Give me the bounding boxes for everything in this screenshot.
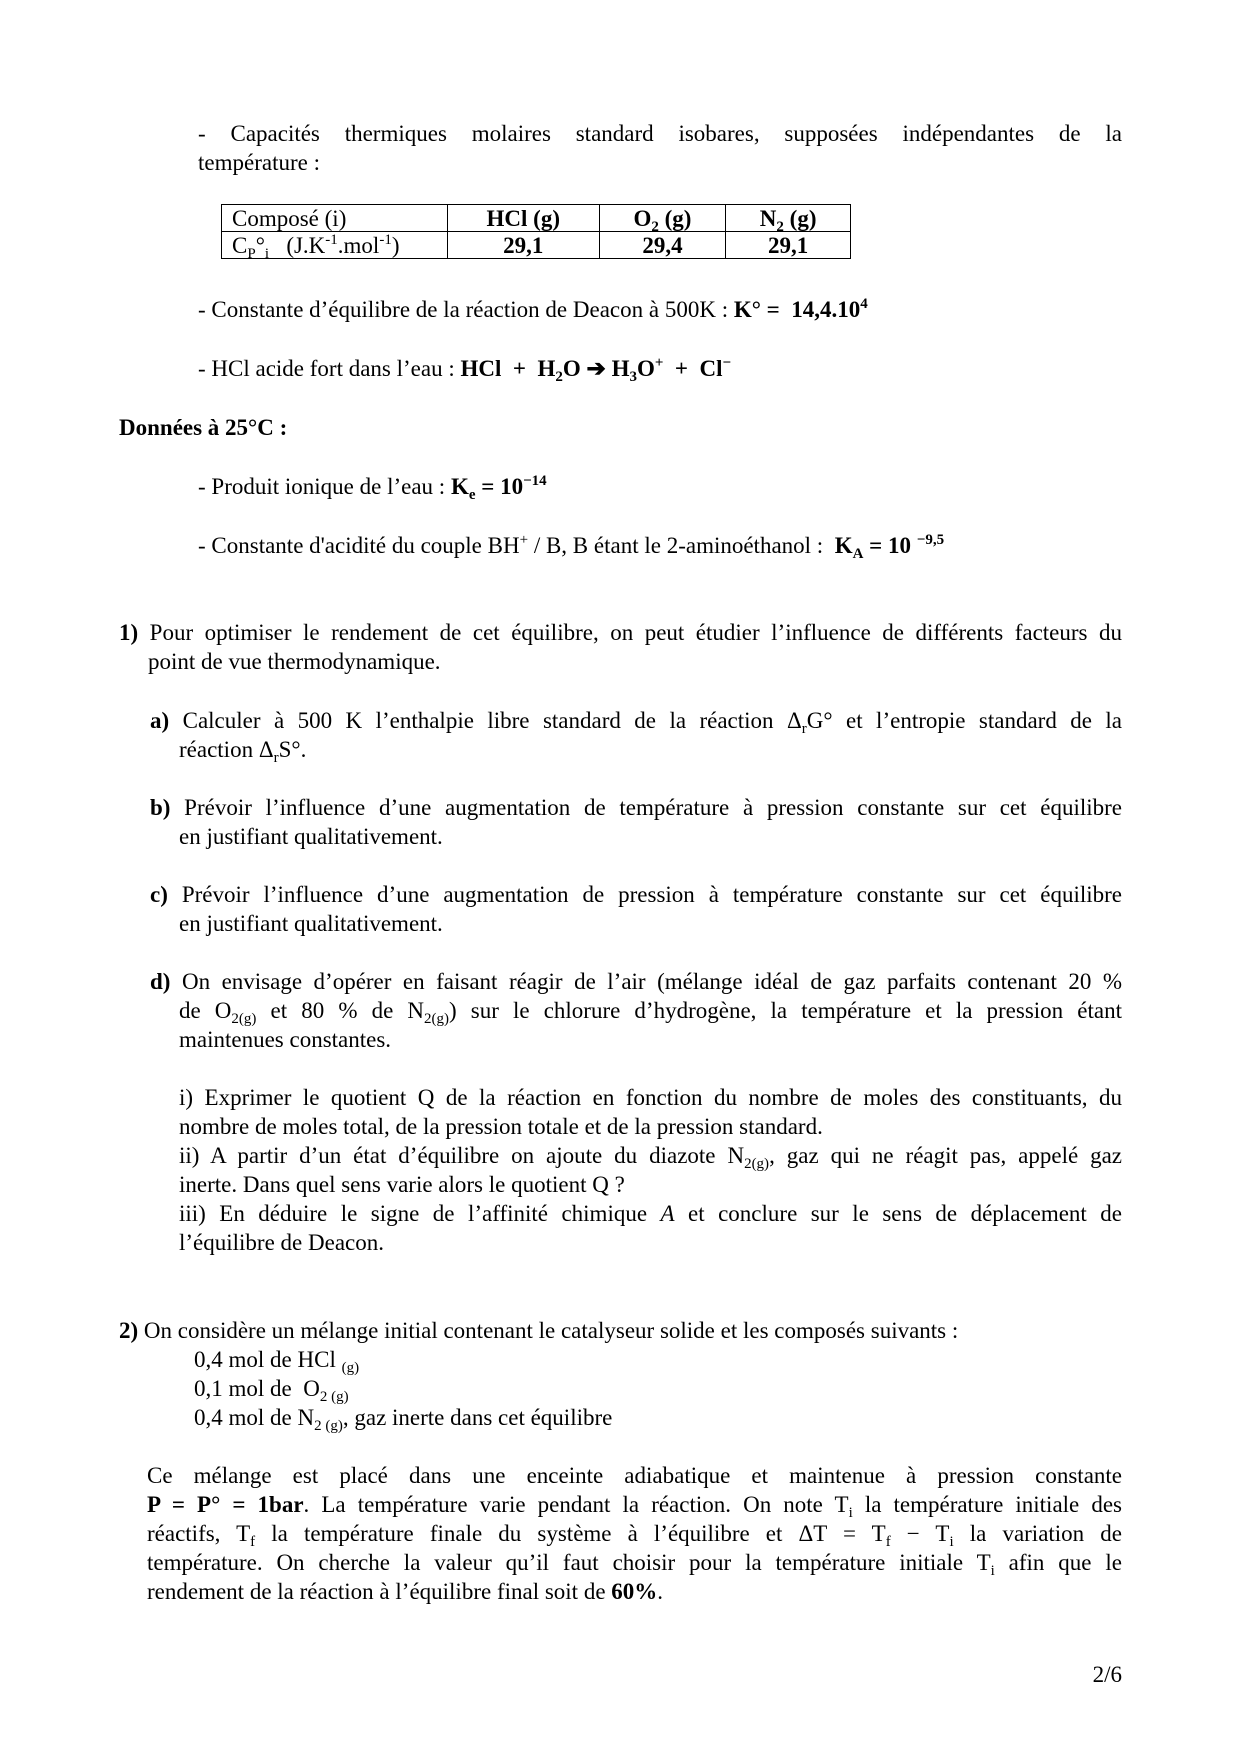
page-number: 2/6	[1092, 1662, 1122, 1687]
table-header-o2: $O_2$ (g)	[599, 205, 726, 232]
question-2: 2) On considère un mélange initial contenant le catalyseur solide et les composés suivants :	[119, 1318, 959, 1343]
list-item: 0,4 mol de HCl $_{(g)}$	[194, 1347, 360, 1376]
cp-intro-line1: - Capacités thermiques molaires standard isobares, supposées indépendantes de la	[198, 121, 1122, 146]
ke-line: - Produit ionique de l’eau : $K_e = 10^{-14}$	[198, 473, 547, 503]
question-1b: b) Prévoir l’influence d’une augmentation de température à pression constante sur cet équilibre en justifiant qualitativement.	[150, 795, 1122, 849]
hcl-strong-acid: - HCl acide fort dans l’eau : HCl + $H_2O$ ➔ $H_3O^+ + Cl^-$	[198, 355, 732, 385]
subquestion-ii: ii) A partir d’un état d’équilibre on ajoute du diazote $N_{2(g)}$, gaz qui ne réagit pas, appelé gaz	[179, 1143, 1123, 1172]
heat-capacity-table	[221, 204, 851, 262]
table-value-row	[222, 232, 851, 259]
question-1c: c) Prévoir l’influence d’une augmentation de pression à température constante sur cet équilibre en justifiant qualitativement.	[150, 882, 1122, 936]
table-cell-hcl: 29,1	[448, 232, 600, 259]
list-item: 0,1 mol de $O_{2 (g)}$	[194, 1376, 349, 1405]
initial-mixture-list	[194, 1345, 612, 1432]
cp-intro-line2: température :	[198, 150, 320, 175]
subquestion-i: i) Exprimer le quotient Q de la réaction en fonction du nombre de moles des constituants, du	[179, 1085, 1122, 1110]
question-2-number: 2)	[119, 1318, 139, 1343]
question-1d: d) On envisage d’opérer en faisant réagir de l’air (mélange idéal de gaz parfaits contenant 20 % de $O_{2(g)}$ et 80 % de $N_{2(g)}$) sur le chlorure d’hydrogène, la température et la pression étant maintenues constantes.	[150, 969, 1122, 1052]
cp-intro	[198, 119, 1122, 177]
table-header-hcl: HCl (g)	[448, 205, 600, 232]
question-1: 1) Pour optimiser le rendement de cet équilibre, on peut étudier l’influence de différents facteurs du point de vue thermodynamique.	[119, 620, 1122, 674]
table-header-n2: $N_2$ (g)	[726, 205, 851, 232]
table-row-label: $C_P^\circ_i$ $(J.K^{-1}.mol^{-1})$	[222, 232, 448, 259]
question-1-number: 1)	[119, 620, 139, 645]
question-1a: a) Calculer à 500 K l’enthalpie libre standard de la réaction $\Delta_rG^\circ$ et l’entropie standard de la réaction $\Delta_rS^\circ$.	[150, 708, 1122, 766]
table-header-compose: Composé (i)	[222, 205, 448, 232]
list-item: 0,4 mol de $N_{2 (g)}$, gaz inerte dans cet équilibre	[194, 1405, 613, 1434]
subquestion-iii: iii) En déduire le signe de l’affinité chimique A et conclure sur le sens de déplacement de	[179, 1201, 1122, 1226]
question-1d-subquestions: i) Exprimer le quotient Q de la réaction en fonction du nombre de moles des constituants, du nombre de moles total, de la pression totale et de la pression standard. ii) A partir d’un état d’équilibre on ajoute du diazote $N_{2(g)}$, gaz qui ne réagit pas, appelé gaz inerte. Dans quel sens varie alors le quotient Q ? iii) En déduire le signe de l’affinité chimique A et conclure sur le sens de déplacement de l’équilibre de Deacon.	[179, 1085, 1123, 1255]
deacon-constant: - Constante d’équilibre de la réaction de Deacon à 500K : K° = 14,4.10$^4$	[198, 296, 868, 322]
section-heading-donnees: Données à 25°C :	[119, 415, 288, 440]
ka-line: - Constante d'acidité du couple BH+ / B, B étant le 2-aminoéthanol : $K_A = 10$ $^{-9,5}$	[198, 532, 945, 562]
question-2-paragraph: Ce mélange est placé dans une enceinte adiabatique et maintenue à pression constante P = P° = 1bar. La température varie pendant la réaction. On note $T_i$ la température initiale des réactifs, $T_f$ la température finale du système à l’équilibre et $\Delta T = T_f - T_i$ la variation de température. On cherche la valeur qu’il faut choisir pour la température initiale $T_i$ afin que le rendement de la réaction à l’équilibre final soit de 60%.	[147, 1463, 1122, 1604]
table-header-row	[222, 205, 851, 232]
table-cell-o2: 29,4	[599, 232, 726, 259]
arrow-right-icon: ➔	[586, 356, 606, 381]
table-cell-n2: 29,1	[726, 232, 851, 259]
